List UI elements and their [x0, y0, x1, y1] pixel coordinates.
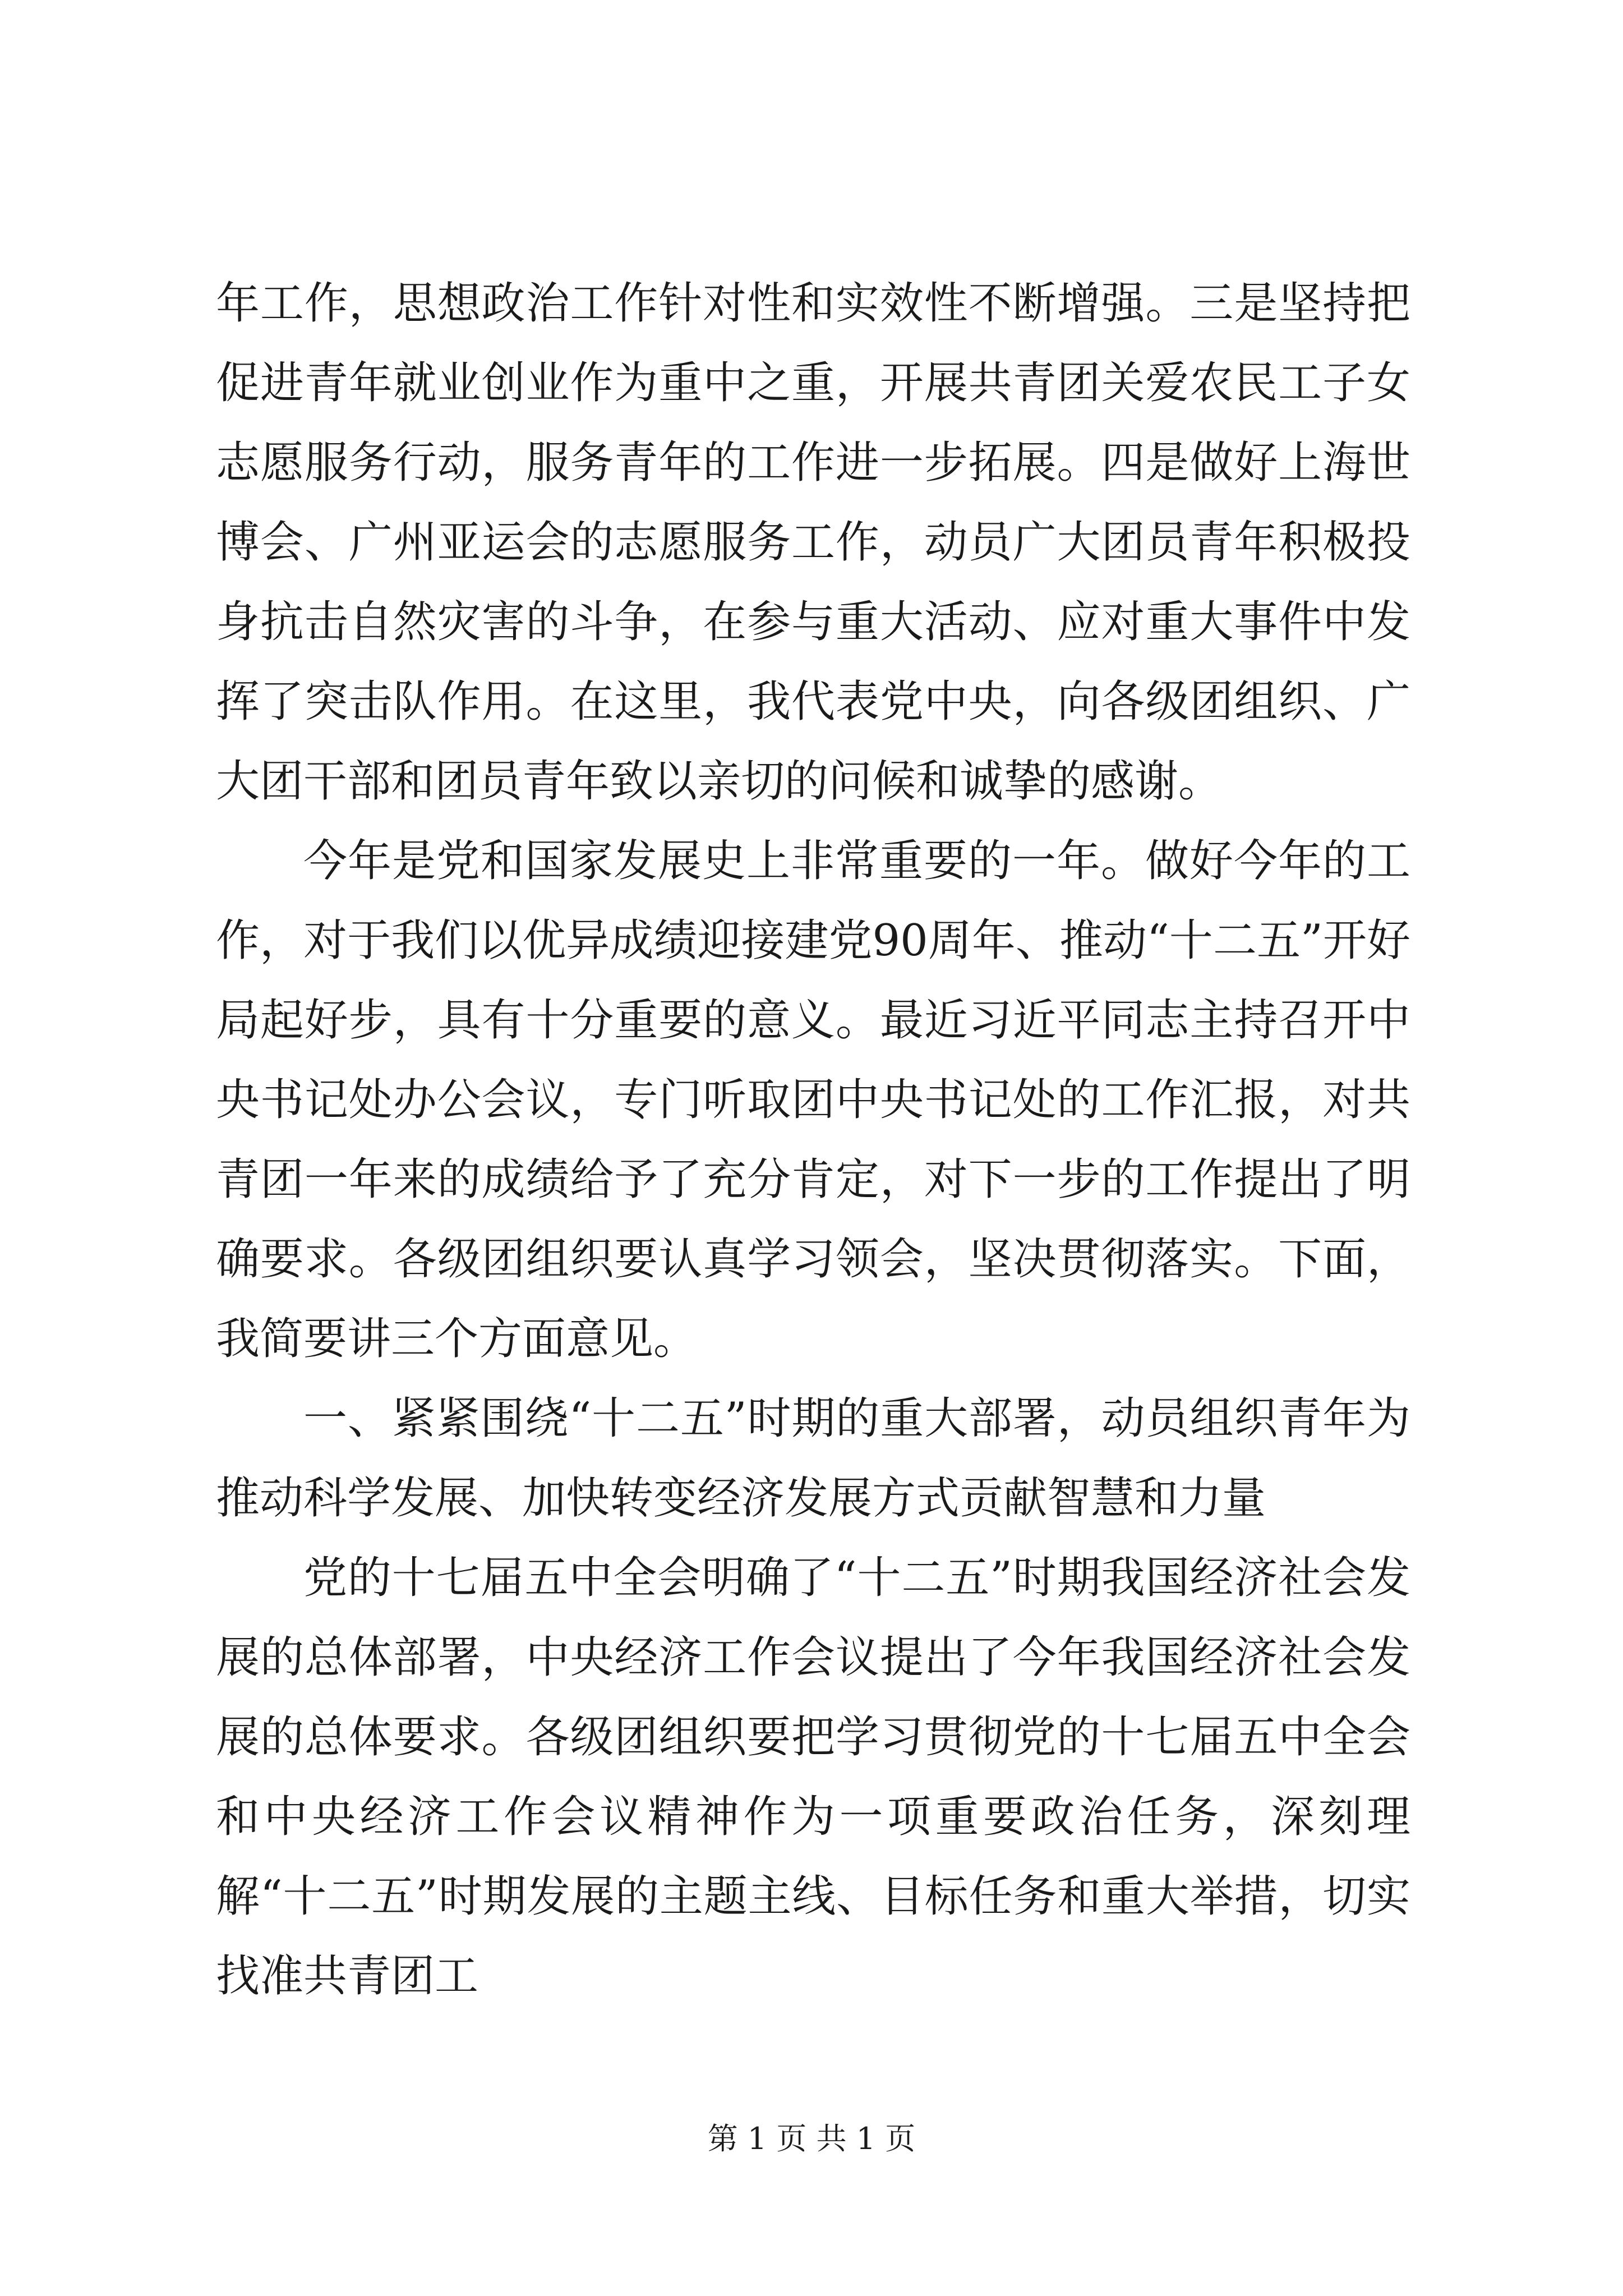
paragraph-3: 党的十七届五中全会明确了“十二五”时期我国经济社会发展的总体部署，中央经济工作会议提出了今年我国经济社会发展的总体要求。各级团组织要把学习贯彻党的十七届五中全会和中央经济工作会议精神作为一项重要政治任务，深刻理解“十二五”时期发展的主题主线、目标任务和重大举措，切实找准共青团工 [216, 1553, 1410, 2001]
document-body [216, 264, 1410, 2016]
section-heading-1: 一、紧紧围绕“十二五”时期的重大部署，动员组织青年为推动科学发展、加快转变经济发展方式贡献智慧和力量 [216, 1393, 1410, 1524]
page-footer: 第 1 页 共 1 页 [707, 2121, 916, 2156]
paragraph-1: 年工作，思想政治工作针对性和实效性不断增强。三是坚持把促进青年就业创业作为重中之重，开展共青团关爱农民工子女志愿服务行动，服务青年的工作进一步拓展。四是做好上海世博会、广州亚运会的志愿服务工作，动员广大团员青年积极投身抗击自然灾害的斗争，在参与重大活动、应对重大事件中发挥了突击队作用。在这里，我代表党中央，向各级团组织、广大团干部和团员青年致以亲切的问候和诚挚的感谢。 [216, 278, 1410, 807]
paragraph-2: 今年是党和国家发展史上非常重要的一年。做好今年的工作，对于我们以优异成绩迎接建党90周年、推动“十二五”开好局起好步，具有十分重要的意义。最近习近平同志主持召开中央书记处办公会议，专门听取团中央书记处的工作汇报，对共青团一年来的成绩给予了充分肯定，对下一步的工作提出了明确要求。各级团组织要认真学习领会，坚决贯彻落实。下面，我简要讲三个方面意见。 [216, 836, 1410, 1364]
